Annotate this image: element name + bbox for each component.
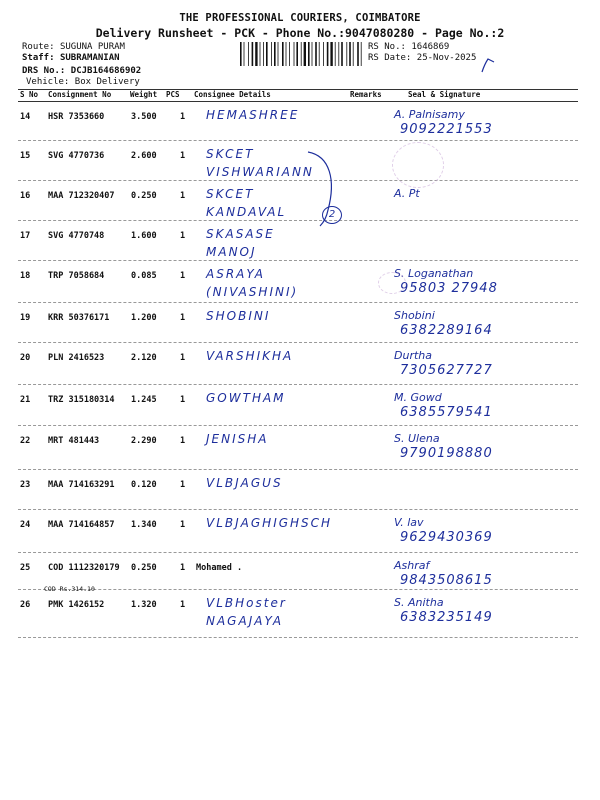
row-phone: 7305627727: [400, 363, 493, 378]
vehicle-label: Vehicle:: [26, 77, 70, 87]
row-signature: Durtha: [394, 349, 432, 362]
row-weight: 3.500: [131, 112, 157, 122]
row-pcs: 1: [180, 480, 186, 490]
vehicle-line: [26, 77, 140, 88]
rs-no-value: 1646869: [411, 42, 450, 52]
row-consignee-name: ASRAYA: [206, 267, 265, 281]
route-line: [22, 42, 125, 53]
row-pcs: 1: [180, 353, 186, 363]
row-weight: 1.200: [131, 313, 157, 323]
row-divider: [18, 180, 578, 181]
row-sno: 18: [20, 271, 31, 281]
row-consignment-no: SVG 4770736: [48, 151, 105, 161]
drs-value: DCJB164686902: [70, 66, 142, 76]
row-divider: [18, 637, 578, 638]
row-weight: 2.290: [131, 436, 157, 446]
row-pcs: 1: [180, 520, 186, 530]
row-consignment-no: COD 1112320179: [48, 563, 120, 573]
row-consignee-name: SHOBINI: [206, 309, 271, 323]
row-sno: 26: [20, 600, 31, 610]
row-consignee-name: HEMASHREE: [206, 108, 300, 122]
row-consignment-no: SVG 4770748: [48, 231, 105, 241]
staff-label: Staff:: [22, 53, 55, 63]
row-weight: 0.120: [131, 480, 157, 490]
row-consignment-no: TRZ 315180314: [48, 395, 115, 405]
rs-no-label: RS No.:: [368, 42, 406, 52]
row-sno: 25: [20, 563, 31, 573]
row-consignee-name: SKCET: [206, 147, 255, 161]
row-signature: V. lav: [394, 516, 424, 529]
row-consignee-name: VARSHIKHA: [206, 349, 294, 363]
row-weight: 2.600: [131, 151, 157, 161]
row-consignee-name: GOWTHAM: [206, 391, 286, 405]
barcode: [240, 42, 362, 66]
row-consignee-name: VLBJAGHIGHSCH: [206, 516, 333, 530]
row-consignment-no: HSR 7353660: [48, 112, 105, 122]
row-pcs: 1: [180, 313, 186, 323]
row-weight: 1.340: [131, 520, 157, 530]
row-signature: A. Palnisamy: [394, 108, 465, 121]
row-weight: 0.085: [131, 271, 157, 281]
row-consignment-no: PMK 1426152: [48, 600, 105, 610]
row-phone: 6383235149: [400, 610, 493, 625]
row-weight: 1.245: [131, 395, 157, 405]
row-pcs: 1: [180, 600, 186, 610]
row-signature: S. Loganathan: [394, 267, 474, 280]
row-sno: 19: [20, 313, 31, 323]
rs-date-label: RS Date:: [368, 53, 412, 63]
header-top-rule: [18, 89, 578, 90]
row-consignee-name: SKASASE: [206, 227, 275, 241]
row-consignee-name-2: KANDAVAL: [206, 205, 287, 219]
row-consignee-name: JENISHA: [206, 432, 269, 446]
row-sno: 17: [20, 231, 31, 241]
row-consignment-no: MRT 481443: [48, 436, 100, 446]
row-signature: S. Anitha: [394, 596, 444, 609]
row-weight: 1.320: [131, 600, 157, 610]
row-signature: M. Gowd: [394, 391, 442, 404]
row-sno: 24: [20, 520, 31, 530]
rs-no-line: [368, 42, 449, 53]
row-consignment-no: MAA 712320407: [48, 191, 115, 201]
col-consignee: Consignee Details: [194, 90, 271, 99]
row-pcs: 1: [180, 191, 186, 201]
row-divider: [18, 509, 578, 510]
row-phone: 6385579541: [400, 405, 493, 420]
row-phone: 9629430369: [400, 530, 493, 545]
col-sno: S No: [20, 90, 39, 99]
circled-annotation: 2: [322, 206, 342, 224]
drs-label: DRS No.:: [22, 66, 66, 76]
row-pcs: 1: [180, 271, 186, 281]
col-consignment: Consignment No: [48, 90, 112, 99]
row-divider: [18, 260, 578, 261]
staff-line: [22, 53, 120, 64]
row-consignee-name-2: NAGAJAYA: [206, 614, 284, 628]
row-sno: 15: [20, 151, 31, 161]
row-phone: 95803 27948: [400, 281, 498, 296]
row-divider: [18, 469, 578, 470]
row-signature: S. Ulena: [394, 432, 440, 445]
courier-stamp: [392, 142, 444, 188]
staff-value: SUBRAMANIAN: [59, 53, 120, 63]
row-consignee-name-2: VISHWARIANN: [206, 165, 314, 179]
row-phone: 9092221553: [400, 122, 493, 137]
row-signature: Shobini: [394, 309, 435, 322]
row-signature: Ashraf: [394, 559, 430, 572]
row-weight: 0.250: [131, 563, 157, 573]
row-consignee-name: VLBJAGUS: [206, 476, 283, 490]
bracket-stroke: [300, 150, 350, 230]
row-consignment-no: PLN 2416523: [48, 353, 105, 363]
col-weight: Weight: [130, 90, 158, 99]
row-consignee-name: SKCET: [206, 187, 255, 201]
row-pcs: 1: [180, 231, 186, 241]
company-title: THE PROFESSIONAL COURIERS, COIMBATORE: [179, 12, 421, 24]
row-divider: [18, 140, 578, 141]
row-sno: 22: [20, 436, 31, 446]
row-sno: 21: [20, 395, 31, 405]
pen-tick-mark: [478, 56, 498, 74]
route-value: SUGUNA PURAM: [59, 42, 125, 52]
cod-note: COD Rs.314.10: [44, 585, 95, 593]
courier-stamp-small: [378, 272, 406, 294]
row-divider: [18, 589, 578, 590]
row-weight: 1.600: [131, 231, 157, 241]
row-sno: 23: [20, 480, 31, 490]
row-weight: 2.120: [131, 353, 157, 363]
row-divider: [18, 384, 578, 385]
row-pcs: 1: [180, 151, 186, 161]
row-phone: 6382289164: [400, 323, 493, 338]
row-consignment-no: MAA 714163291: [48, 480, 115, 490]
rs-date-line: [368, 53, 476, 64]
route-label: Route:: [22, 42, 55, 52]
row-sno: 16: [20, 191, 31, 201]
vehicle-value: Box Delivery: [74, 77, 140, 87]
row-divider: [18, 302, 578, 303]
row-consignee-name: VLBHoster: [206, 596, 287, 610]
runsheet-subtitle: Delivery Runsheet - PCK - Phone No.:9047080280 - Page No.:2: [95, 26, 505, 40]
row-divider: [18, 425, 578, 426]
row-consignment-no: MAA 714164857: [48, 520, 115, 530]
row-sno: 14: [20, 112, 31, 122]
row-consignment-no: KRR 50376171: [48, 313, 110, 323]
row-consignee-name: Mohamed .: [196, 563, 243, 573]
row-sno: 20: [20, 353, 31, 363]
col-pcs: PCS: [166, 90, 180, 99]
header-bottom-rule: [18, 101, 578, 102]
row-pcs: 1: [180, 395, 186, 405]
rs-date-value: 25-Nov-2025: [416, 53, 477, 63]
row-divider: [18, 552, 578, 553]
row-pcs: 1: [180, 112, 186, 122]
drs-line: [22, 66, 141, 77]
row-divider: [18, 220, 578, 221]
row-phone: 9843508615: [400, 573, 493, 588]
row-weight: 0.250: [131, 191, 157, 201]
row-signature: A. Pt: [394, 187, 420, 200]
col-remarks: Remarks: [350, 90, 382, 99]
row-consignee-name-2: MANOJ: [206, 245, 257, 259]
row-pcs: 1: [180, 563, 186, 573]
row-consignment-no: TRP 7058684: [48, 271, 105, 281]
row-pcs: 1: [180, 436, 186, 446]
row-consignee-name-2: (NIVASHINI): [206, 285, 299, 299]
row-phone: 9790198880: [400, 446, 493, 461]
col-seal: Seal & Signature: [408, 90, 481, 99]
row-divider: [18, 342, 578, 343]
